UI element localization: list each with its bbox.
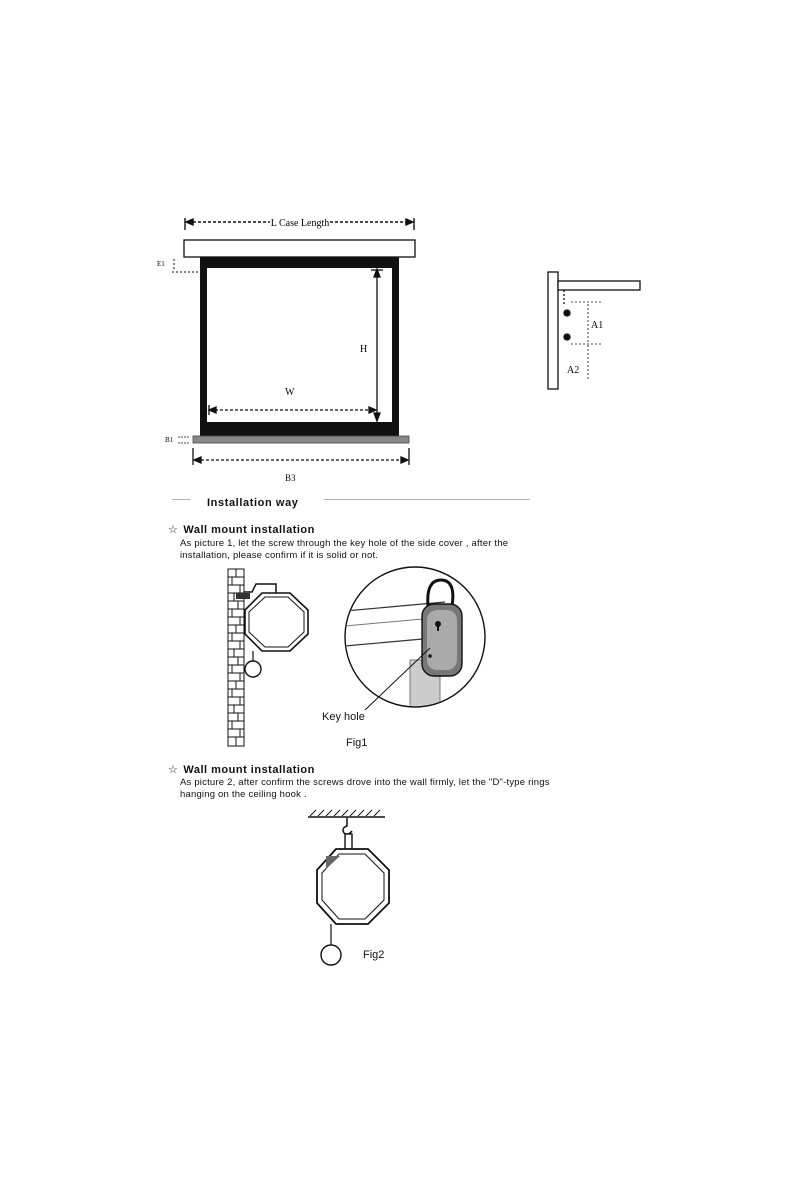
a2-label: A2 xyxy=(567,365,580,376)
section-1-body: As picture 1, let the screw through the key hole of the side cover , after the installation, please confirm if it is solid or not. xyxy=(180,538,509,561)
installation-heading: Installation way xyxy=(207,497,299,509)
case-length-label: L Case Length xyxy=(270,218,330,229)
e1-label: E1 xyxy=(157,260,165,268)
key-hole-label: Key hole xyxy=(322,711,365,723)
section-1-title: Wall mount installation xyxy=(183,524,315,536)
pull-ring-2 xyxy=(321,945,341,965)
section-2-title: Wall mount installation xyxy=(183,764,315,776)
ceiling xyxy=(308,810,385,817)
fig1-caption: Fig1 xyxy=(346,737,368,749)
section-2-body: As picture 2, after confirm the screws drove into the wall firmly, let the "D"-type rings hanging on the ceiling hook . xyxy=(180,777,550,800)
ceiling-hook xyxy=(343,818,352,834)
fig2-caption: Fig2 xyxy=(363,949,385,961)
star-icon: ☆ xyxy=(168,764,179,776)
a1-label: A1 xyxy=(591,320,604,331)
star-icon: ☆ xyxy=(168,524,179,536)
b3-label: B3 xyxy=(285,473,296,483)
w-label: W xyxy=(285,387,295,398)
b1-label: B1 xyxy=(165,436,174,444)
h-label: H xyxy=(360,344,368,355)
